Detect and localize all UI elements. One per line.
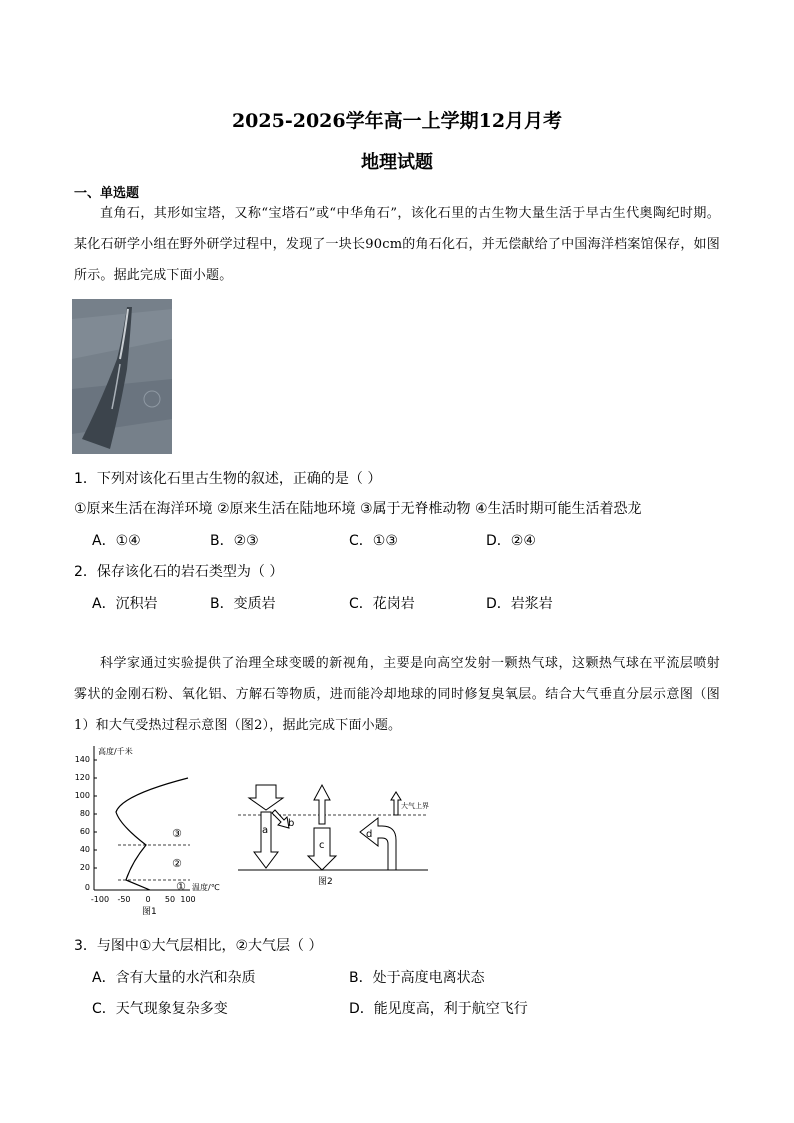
question-1-statements: ①原来生活在海洋环境 ②原来生活在陆地环境 ③属于无脊椎动物 ④生活时期可能生活着恐龙 [74, 501, 642, 517]
q2-option-d[interactable]: D．岩浆岩 [486, 596, 553, 612]
figure-1 [75, 746, 220, 917]
passage-1: 直角石，其形如宝塔，又称“宝塔石”或“中华角石”，该化石里的古生物大量生活于早古生代奥陶纪时期。某化石研学小组在野外研学过程中，发现了一块长90cm的角石化石，并无偿献给了中国海洋档案馆保存，如图所示。据此完成下面小题。 [74, 206, 720, 283]
fig1-ytick: 20 [79, 863, 90, 872]
fig2-arrow-c: c [319, 840, 325, 851]
fig1-ytick: 0 [84, 883, 90, 892]
q3-option-d[interactable]: D．能见度高，利于航空飞行 [349, 1001, 528, 1017]
fig1-ytick: 120 [74, 773, 90, 782]
fig1-layer-1: ① [176, 880, 186, 893]
fig1-xtick: 100 [180, 895, 196, 904]
question-3-stem: 3．与图中①大气层相比，②大气层（ ） [74, 938, 323, 954]
fig2-arrow-a: a [262, 825, 269, 836]
fig1-layer-2: ② [172, 857, 182, 870]
q1-option-a[interactable]: A．①④ [92, 533, 141, 549]
fig1-ytick: 100 [74, 791, 90, 800]
fossil-photo [72, 299, 172, 454]
fig1-xtick: 0 [145, 895, 151, 904]
fig1-xlabel: 温度/℃ [192, 883, 220, 892]
fig1-xtick: -100 [90, 895, 110, 904]
fig1-caption: 图1 [142, 907, 157, 917]
q1-option-b[interactable]: B．②③ [210, 533, 259, 549]
q2-option-c[interactable]: C．花岗岩 [349, 596, 415, 612]
fig2-arrow-b: b [288, 818, 295, 829]
fig2-arrow-d: d [366, 829, 373, 840]
exam-subtitle: 地理试题 [361, 152, 433, 173]
fig1-ytick: 140 [74, 755, 90, 764]
q3-option-a[interactable]: A．含有大量的水汽和杂质 [92, 970, 256, 986]
q3-option-b[interactable]: B．处于高度电离状态 [349, 970, 485, 986]
fig2-caption: 图2 [318, 877, 333, 887]
figure-2 [238, 785, 429, 887]
fig1-xtick: 50 [164, 895, 176, 904]
q2-option-b[interactable]: B．变质岩 [210, 596, 276, 612]
passage-2: 科学家通过实验提供了治理全球变暖的新视角，主要是向高空发射一颗热气球，这颗热气球在平流层喷射雾状的金刚石粉、氧化铝、方解石等物质，进而能冷却地球的同时修复臭氧层。结合大气垂直分层示意图（图1）和大气受热过程示意图（图2），据此完成下面小题。 [74, 656, 720, 733]
exam-title: 2025-2026学年高一上学期12月月考 [231, 110, 563, 132]
fig1-ytick: 80 [79, 809, 90, 818]
question-1-stem: 1．下列对该化石里古生物的叙述，正确的是（ ） [74, 471, 382, 487]
q3-option-c[interactable]: C．天气现象复杂多变 [92, 1001, 228, 1017]
fig1-ylabel: 高度/千米 [98, 747, 133, 756]
q2-option-a[interactable]: A．沉积岩 [92, 596, 158, 612]
atmosphere-figures [60, 740, 460, 920]
fig1-layer-3: ③ [172, 827, 182, 840]
section-heading: 一、单选题 [74, 186, 140, 201]
q1-option-d[interactable]: D．②④ [486, 533, 536, 549]
fig1-ytick: 40 [79, 845, 90, 854]
fig1-ytick: 60 [79, 827, 90, 836]
question-2-stem: 2．保存该化石的岩石类型为（ ） [74, 564, 284, 580]
q1-option-c[interactable]: C．①③ [349, 533, 398, 549]
fig1-xtick: -50 [117, 895, 131, 904]
fig2-top-label: 大气上界 [401, 802, 429, 810]
